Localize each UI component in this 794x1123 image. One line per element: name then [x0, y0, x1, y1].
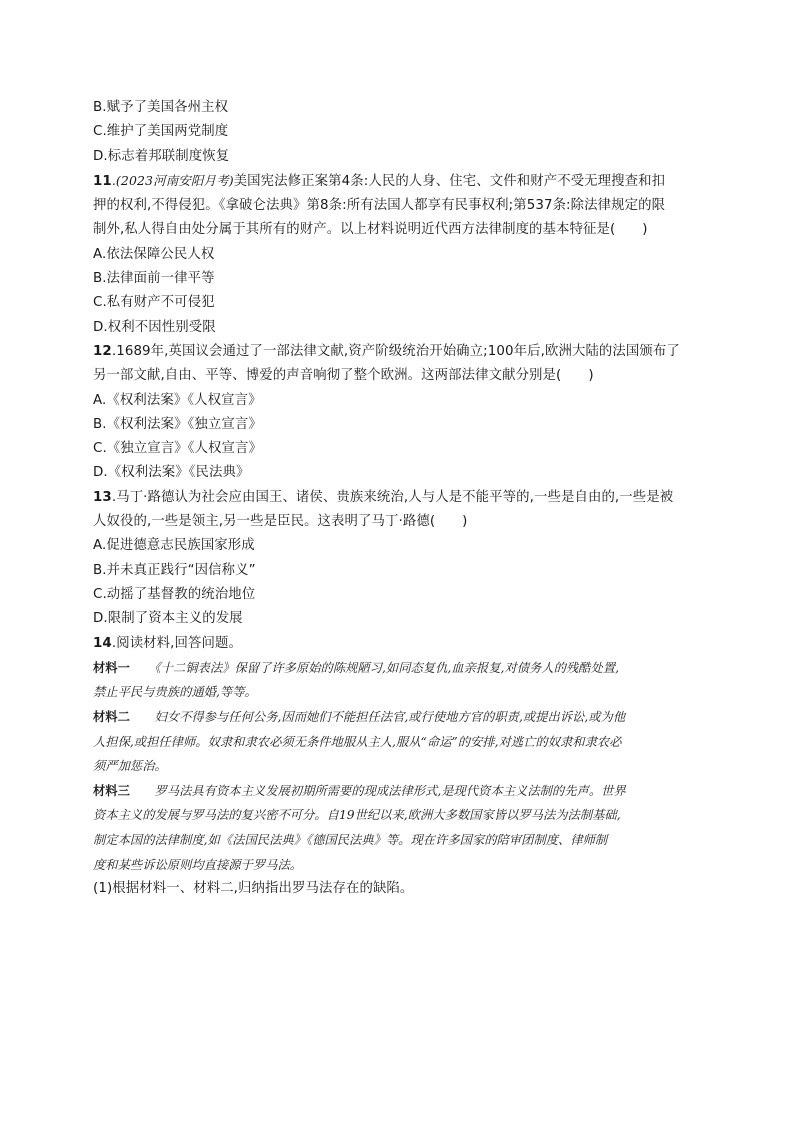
material-1-line-2: 禁止平民与贵族的通婚,等等。 [93, 685, 257, 700]
q14-sub-question-1: (1)根据材料一、材料二,归纳指出罗马法存在的缺陷。 [93, 881, 414, 897]
q13-number: 13 [93, 489, 112, 505]
material-2-line-2: 人担保,或担任律师。奴隶和隶农必须无条件地服从主人,服从“命运”的安排,对逃亡的奴隶和隶农必 [93, 734, 622, 749]
q10-options [93, 96, 711, 169]
question-14 [93, 632, 711, 902]
q12-number: 12 [93, 343, 112, 359]
material-3-label: 材料三 [93, 783, 130, 798]
material-3-line-2: 资本主义的发展与罗马法的复兴密不可分。自19世纪以来,欧洲大多数国家皆以罗马法为法制基础, [93, 808, 621, 823]
q12-stem-text-1: .1689年,英国议会通过了一部法律文献,资产阶级统治开始确立;100年后,欧洲大陆的法国颁布了 [111, 343, 680, 359]
material-3-line-1 [93, 779, 711, 804]
q13-option-d[interactable]: D.限制了资本主义的发展 [93, 611, 243, 627]
q13-option-b[interactable]: B.并未真正践行“因信称义” [93, 562, 256, 578]
question-12 [93, 340, 711, 486]
q12-option-a[interactable]: A.《权利法案》《人权宣言》 [93, 392, 262, 408]
q11-option-d[interactable]: D.权利不因性别受限 [93, 319, 216, 335]
q13-stem-line-1 [93, 486, 711, 510]
material-3-text-1: 罗马法具有资本主义发展初期所需要的现成法律形式,是现代资本主义法制的先声。世界 [154, 783, 626, 798]
q13-option-c[interactable]: C.动摇了基督教的统治地位 [93, 586, 256, 602]
q14-stem-text: .阅读材料,回答问题。 [111, 635, 242, 651]
q12-option-d[interactable]: D.《权利法案》《民法典》 [93, 465, 250, 481]
q11-number: 11 [93, 173, 112, 189]
q11-option-b[interactable]: B.法律面前一律平等 [93, 271, 215, 287]
material-3-line-4: 度和某些诉讼原则均直接源于罗马法。 [93, 857, 303, 872]
document-page [93, 96, 711, 901]
q12-stem-line-1 [93, 340, 711, 364]
material-2-label: 材料二 [93, 710, 130, 725]
q13-stem-line-2: 人奴役的,一些是领主,另一些是臣民。这表明了马丁·路德( ) [93, 514, 468, 530]
q13-option-a[interactable]: A.促进德意志民族国家形成 [93, 538, 255, 554]
q12-option-c[interactable]: C.《独立宣言》《人权宣言》 [93, 441, 262, 457]
q14-number: 14 [93, 635, 112, 651]
q11-stem-line-3: 制外,私人得自由处分属于其所有的财产。以上材料说明近代西方法律制度的基本特征是( ) [93, 222, 648, 238]
q11-option-a[interactable]: A.依法保障公民人权 [93, 246, 215, 262]
q12-option-b[interactable]: B.《权利法案》《独立宣言》 [93, 416, 262, 432]
q11-stem-line-2: 押的权利,不得侵犯。《拿破仑法典》第8条:所有法国人都享有民事权利;第537条:除法律规定的限 [93, 198, 666, 214]
q10-option-b[interactable]: B.赋予了美国各州主权 [93, 100, 229, 115]
material-1-text-1: 《十二铜表法》保留了许多原始的陈规陋习,如同态复仇,血亲报复,对债务人的残酷处置, [154, 660, 619, 675]
question-11 [93, 169, 711, 340]
q11-source: .(2023河南安阳月考) [111, 172, 234, 188]
material-2-line-3: 须严加惩治。 [93, 759, 167, 774]
q14-stem [93, 632, 711, 656]
q12-stem-line-2: 另一部文献,自由、平等、博爱的声音响彻了整个欧洲。这两部法律文献分别是( ) [93, 368, 594, 384]
q10-option-c[interactable]: C.维护了美国两党制度 [93, 124, 229, 140]
material-1-line-1 [93, 656, 711, 681]
material-1-label: 材料一 [93, 660, 130, 675]
material-2 [93, 705, 711, 779]
q11-stem-line-1 [93, 169, 711, 194]
q10-option-d[interactable]: D.标志着邦联制度恢复 [93, 148, 230, 164]
material-1 [93, 656, 711, 705]
q11-option-c[interactable]: C.私有财产不可侵犯 [93, 295, 215, 311]
material-3-line-3: 制定本国的法律制度,如《法国民法典》《德国民法典》等。现在许多国家的陪审团制度、律师制 [93, 832, 608, 847]
material-2-line-1 [93, 705, 711, 730]
material-2-text-1: 妇女不得参与任何公务,因而她们不能担任法官,或行使地方官的职责,或提出诉讼,或为他 [154, 710, 626, 725]
question-13 [93, 486, 711, 632]
q11-stem-text-1: 美国宪法修正案第4条:人民的人身、住宅、文件和财产不受无理搜查和扣 [233, 173, 666, 189]
material-3 [93, 779, 711, 877]
q13-stem-text-1: .马丁·路德认为社会应由国王、诸侯、贵族来统治,人与人是不能平等的,一些是自由的,一些是被 [111, 489, 674, 505]
